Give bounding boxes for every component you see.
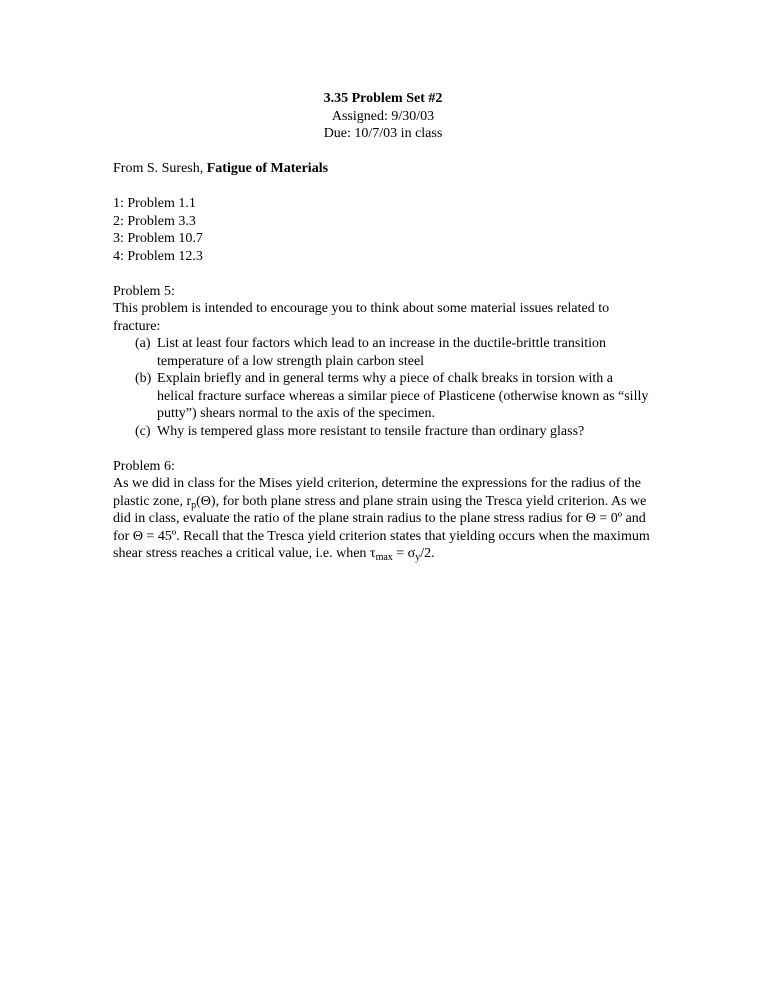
item-marker: (a) bbox=[135, 336, 151, 351]
list-item bbox=[113, 335, 653, 370]
list-item: 4: Problem 12.3 bbox=[113, 248, 203, 264]
problem-list bbox=[113, 195, 653, 265]
problem-5-intro: This problem is intended to encourage you to think about some material issues related to fracture: bbox=[113, 301, 610, 334]
source-reference bbox=[113, 160, 653, 178]
document-header bbox=[107, 90, 659, 143]
page-title: 3.35 Problem Set #2 bbox=[323, 91, 443, 106]
problem-6-text-4: /2. bbox=[420, 546, 435, 561]
problem-6-text-1: As we did in class for the Mises yield criterion, determine the expressions for the radius of the plastic zone, r bbox=[113, 476, 641, 509]
problem-6-text-3: = σ bbox=[392, 546, 416, 561]
subscript-y: y bbox=[415, 552, 421, 563]
item-text: Explain briefly and in general terms why a piece of chalk breaks in torsion with a helical fracture surface whereas a similar piece of Plasticene (otherwise known as “silly putty”) shears normal to the axis of the specimen. bbox=[157, 371, 649, 421]
assigned-date: Assigned: 9/30/03 bbox=[331, 108, 435, 124]
problem-6-text bbox=[113, 475, 653, 563]
source-prefix: From S. Suresh, bbox=[113, 161, 207, 176]
problem-6-heading: Problem 6: bbox=[113, 458, 175, 474]
list-item: 2: Problem 3.3 bbox=[113, 213, 196, 229]
list-item: 1: Problem 1.1 bbox=[113, 196, 196, 211]
list-item bbox=[113, 370, 653, 423]
item-marker: (b) bbox=[135, 371, 152, 386]
problem-6 bbox=[113, 458, 653, 563]
problem-5-items bbox=[113, 335, 653, 440]
document-page bbox=[113, 90, 653, 563]
item-text: Why is tempered glass more resistant to tensile fracture than ordinary glass? bbox=[157, 423, 585, 439]
subscript-p: p bbox=[191, 499, 197, 511]
problem-5 bbox=[113, 283, 653, 441]
list-item: 3: Problem 10.7 bbox=[113, 231, 203, 246]
problem-6-text-2: (Θ), for both plane stress and plane strain using the Tresca yield criterion. As we did in class, evaluate the ratio of the plane strain radius to the plane stress radius for Θ = 0º and for Θ = 45º. Recall that the Tresca yield criterion states that yielding occurs when the maximum shear stress reaches a critical value, i.e. when τ bbox=[113, 493, 650, 561]
list-item bbox=[113, 423, 653, 441]
item-marker: (c) bbox=[135, 423, 151, 439]
due-date: Due: 10/7/03 in class bbox=[323, 126, 443, 141]
book-title: Fatigue of Materials bbox=[206, 161, 329, 176]
subscript-max: max bbox=[375, 552, 393, 563]
item-text: List at least four factors which lead to an increase in the ductile-brittle transition temperature of a low strength plain carbon steel bbox=[157, 336, 607, 369]
problem-5-heading: Problem 5: bbox=[113, 283, 175, 299]
